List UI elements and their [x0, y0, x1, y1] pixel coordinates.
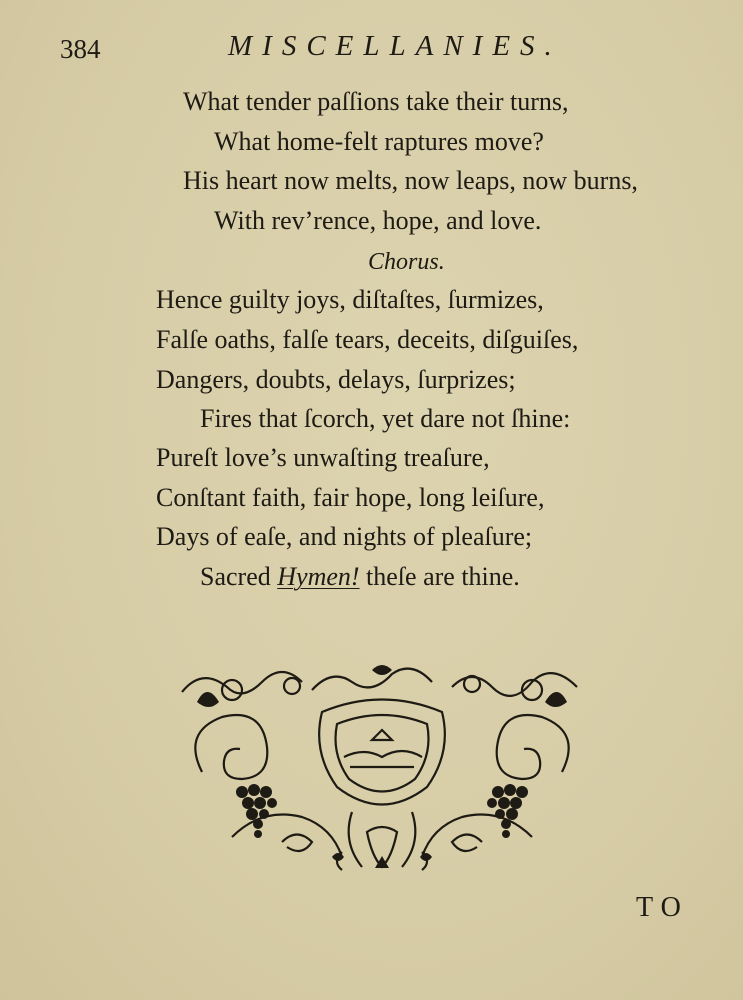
verse-line: What home-felt raptures move? [214, 127, 544, 156]
verse-line: Falſe oaths, falſe tears, deceits, diſguiſes, [156, 325, 579, 354]
verse-line: Dangers, doubts, delays, ſurprizes; [156, 365, 516, 394]
verse-line: With rev’rence, hope, and love. [214, 206, 542, 235]
verse-line-last [200, 562, 520, 592]
hymen-name: Hymen! [277, 562, 360, 591]
verse-line: What tender paſſions take their turns, [183, 87, 569, 116]
verse-line: Days of eaſe, and nights of pleaſure; [156, 522, 533, 551]
verse-line: Conſtant faith, fair hope, long leiſure, [156, 483, 545, 512]
chorus-heading: Chorus. [368, 249, 445, 275]
verse-text: Sacred [200, 562, 278, 591]
catchword: TO [636, 892, 689, 923]
verse-text: theſe are thine. [359, 562, 520, 591]
verse-line: His heart now melts, now leaps, now burns, [183, 166, 638, 195]
page-number: 384 [60, 34, 101, 64]
verse-line: Fires that ſcorch, yet dare not ſhine: [200, 404, 571, 433]
verse-line: Hence guilty joys, diſtaſtes, ſurmizes, [156, 285, 544, 314]
running-head: MISCELLANIES. [228, 30, 562, 62]
verse-line: Pureſt love’s unwaſting treaſure, [156, 443, 490, 472]
floral-vignette-icon [172, 662, 592, 878]
